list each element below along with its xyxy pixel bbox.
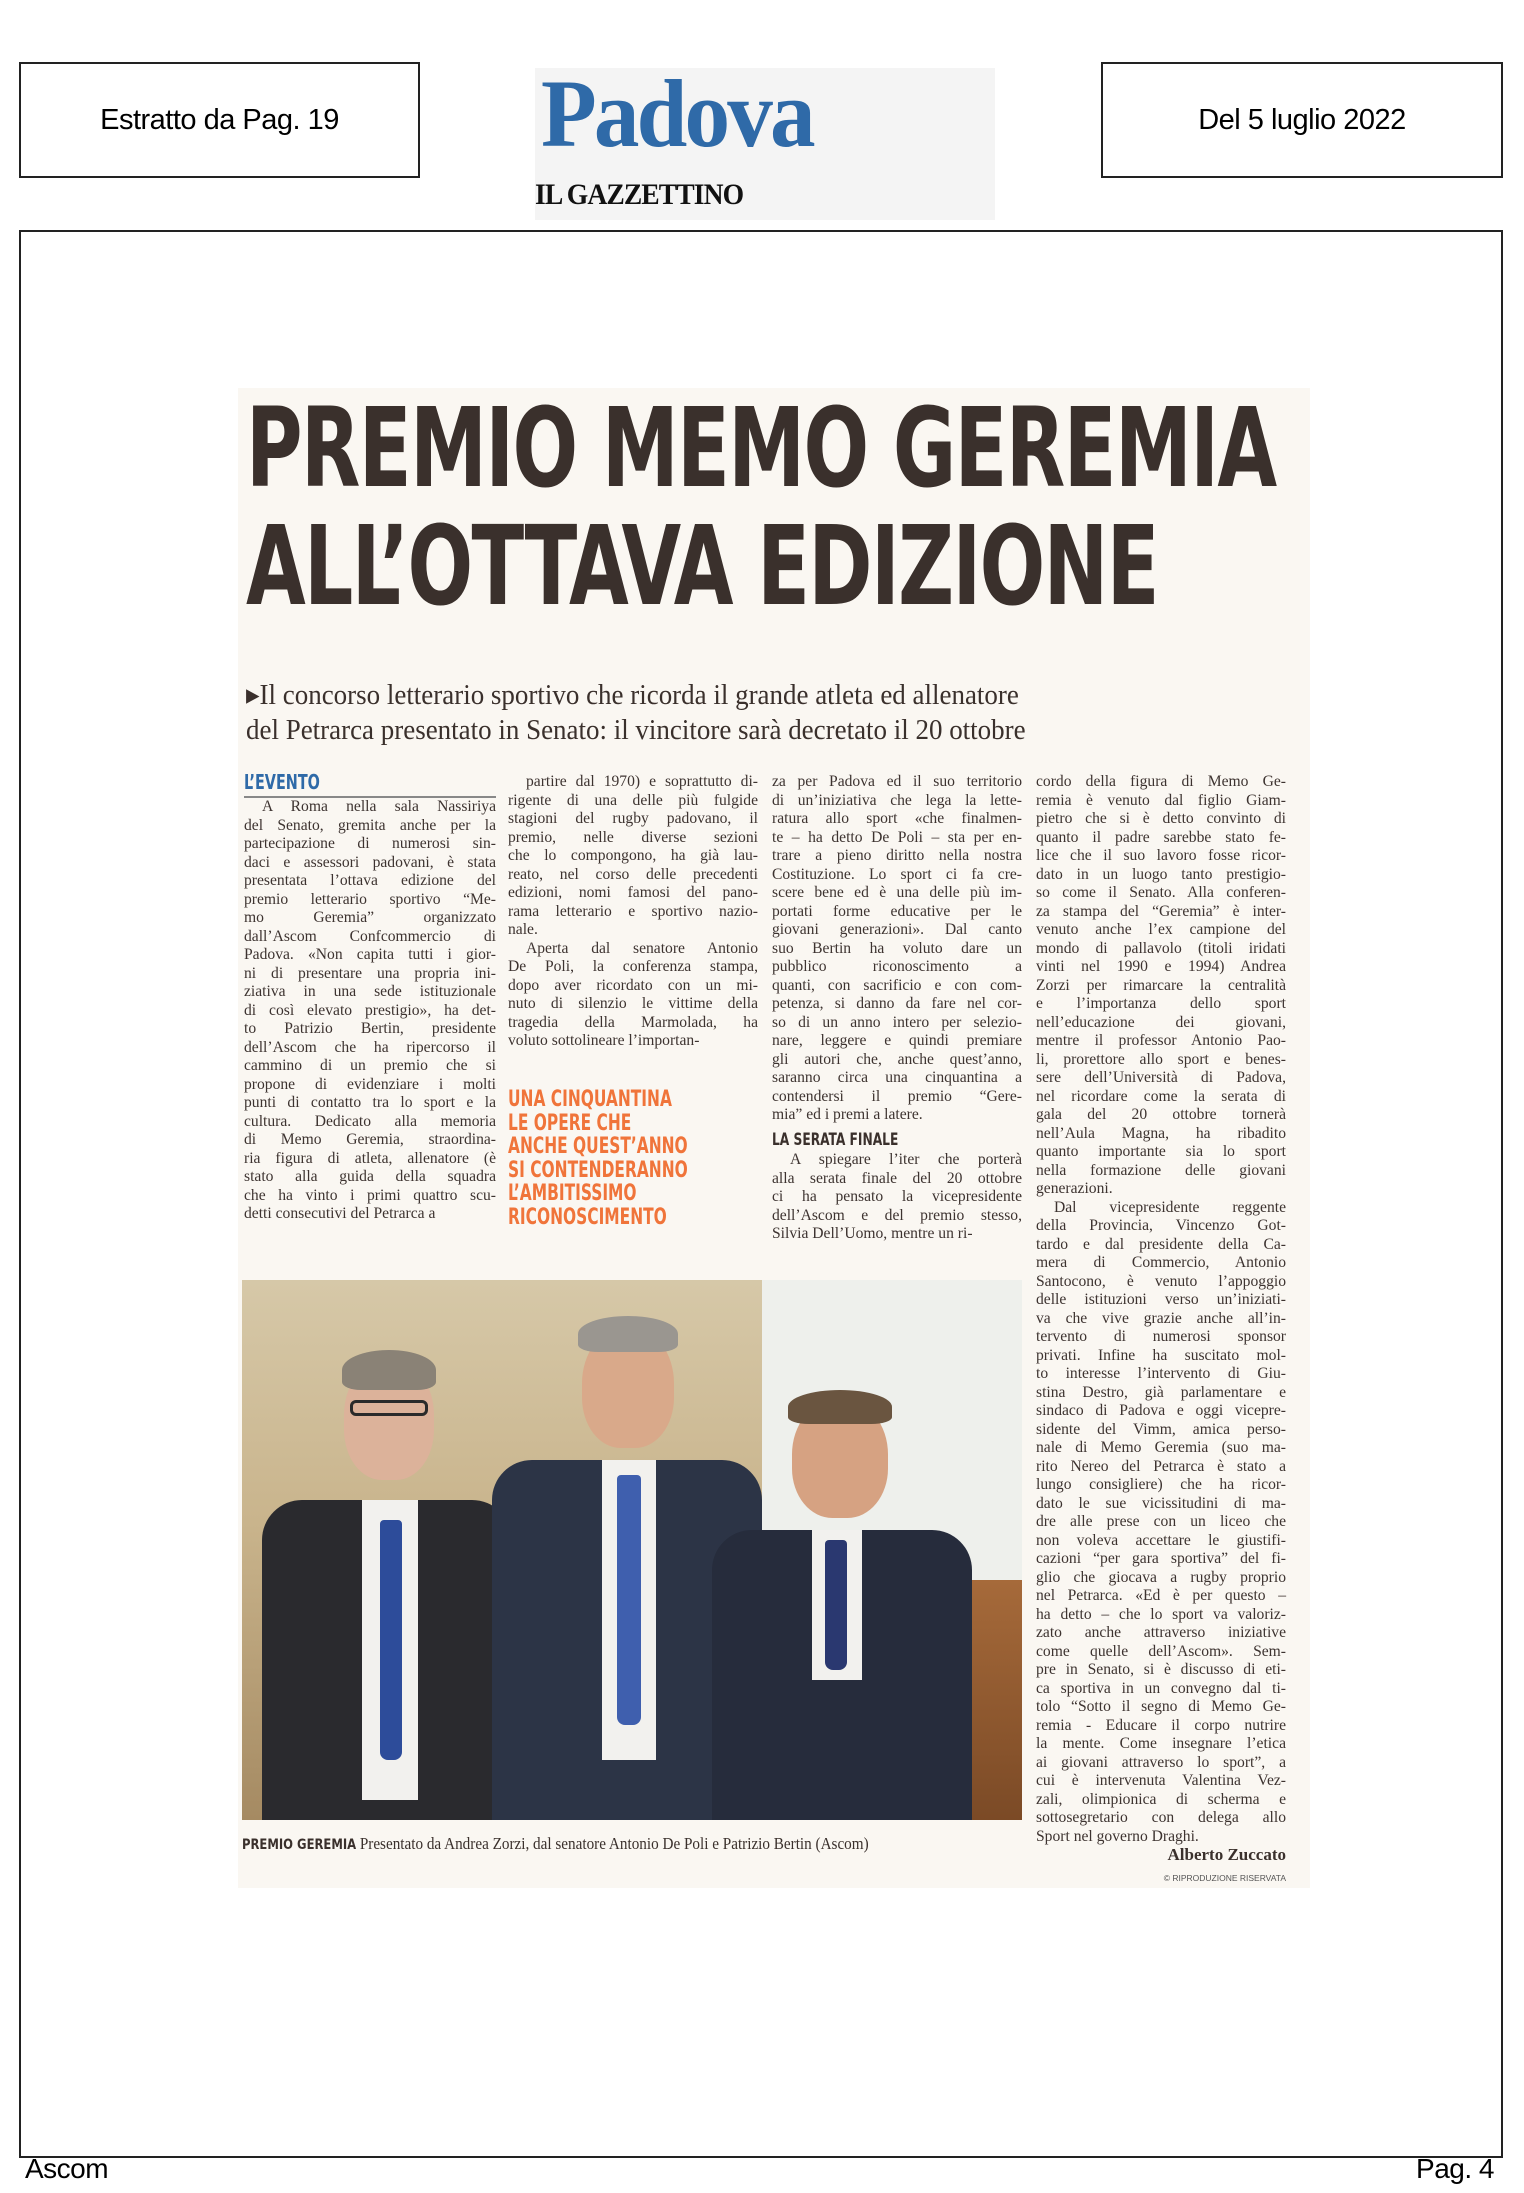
- text-line: za stampa del “Geremia” è inter-: [1036, 902, 1286, 920]
- date-box: [1101, 62, 1503, 178]
- subheadline-line-1: ▸Il concorso letterario sportivo che ricorda il grande atleta ed allenatore: [246, 679, 1019, 711]
- text-line: mo Geremia” organizzato: [244, 909, 496, 926]
- text-line: to interesse l’intervento di Giu-: [1036, 1365, 1286, 1382]
- text-line: so come il Senato. Alla conferen-: [1036, 884, 1286, 901]
- pull-quote-line: LE OPERE CHE: [508, 1110, 632, 1136]
- photo-person-left: [262, 1350, 512, 1820]
- text-line: Padova. «Non capita tutti i gior-: [244, 946, 496, 963]
- text-line: rigente di una delle più fulgide: [508, 791, 758, 809]
- article-column-1: [244, 798, 496, 1224]
- text-line: saranno circa una cinquantina a: [772, 1069, 1022, 1086]
- masthead-subtitle: IL GAZZETTINO: [535, 178, 744, 211]
- text-line: sere dell’Università di Padova,: [1036, 1069, 1286, 1086]
- text-line: cui è intervenuta Valentina Vez-: [1036, 1772, 1286, 1789]
- text-line: propone di evidenziare i molti: [244, 1075, 496, 1093]
- text-line: nare, leggere e quindi premiare: [772, 1032, 1022, 1049]
- text-line: scere bene ed è una delle più im-: [772, 884, 1022, 901]
- text-line: to Patrizio Bertin, presidente: [244, 1020, 496, 1037]
- text-line: pre in Senato, si è discusso di eti-: [1036, 1661, 1286, 1678]
- footer-source: Ascom: [25, 2153, 109, 2184]
- text-line: remia - Educare il corpo nutrire: [1036, 1716, 1286, 1734]
- photo-caption-text: Presentato da Andrea Zorzi, dal senatore Antonio De Poli e Patrizio Bertin (Ascom): [359, 1834, 869, 1853]
- text-line: punti di contatto tra lo sport e la: [244, 1094, 496, 1111]
- text-line: nell’educazione dei giovani,: [1036, 1013, 1286, 1031]
- text-line: rama letterario e sportivo nazio-: [508, 902, 758, 920]
- text-line: ratura allo sport «che finalmen-: [772, 810, 1022, 827]
- masthead-title: Padova: [541, 60, 813, 167]
- column-3-body: [772, 773, 1022, 1125]
- text-line: la mente. Come insegnare l’etica: [1036, 1735, 1286, 1752]
- text-line: za per Padova ed il suo territorio: [772, 773, 1022, 790]
- text-line: glio che giocava a rugby proprio: [1036, 1568, 1286, 1586]
- subheadline-line-2: del Petrarca presentato in Senato: il vincitore sarà decretato il 20 ottobre: [246, 714, 1026, 746]
- text-line: A spiegare l’iter che porterà: [790, 1151, 1022, 1168]
- text-line: tragedia della Marmolada, ha: [508, 1013, 758, 1031]
- text-line: di così elevato prestigio», ha det-: [244, 1001, 496, 1019]
- text-line: ci ha pensato la vicepresidente: [772, 1188, 1022, 1205]
- text-line: De Poli, la conferenza stampa,: [508, 958, 758, 975]
- text-line: ria figura di atleta, allenatore (è: [244, 1149, 496, 1167]
- text-line: nale.: [508, 921, 538, 938]
- text-line: cultura. Dedicato alla memoria: [244, 1112, 496, 1130]
- article-column-3: [772, 773, 1022, 1244]
- text-line: quanto importante sia lo sport: [1036, 1143, 1286, 1160]
- text-line: che lo compongono, ha già lau-: [508, 847, 758, 864]
- photo-caption: [242, 1834, 869, 1854]
- text-line: di Memo Geremia, straordina-: [244, 1131, 496, 1148]
- pull-quote-line: L’AMBITISSIMO: [508, 1181, 637, 1206]
- pull-quote-line: RICONOSCIMENTO: [508, 1204, 667, 1230]
- text-line: tervento di numerosi sponsor: [1036, 1328, 1286, 1345]
- text-line: mera di Commercio, Antonio: [1036, 1254, 1286, 1271]
- text-line: remia è venuto dal figlio Giam-: [1036, 791, 1286, 809]
- date-label: Del 5 luglio 2022: [1198, 103, 1406, 136]
- text-line: Sport nel governo Draghi.: [1036, 1827, 1199, 1845]
- text-line: cazioni “per gara sportiva” del fi-: [1036, 1550, 1286, 1567]
- text-line: ziativa in una sede istituzionale: [244, 983, 496, 1000]
- text-line: Costituzione. Lo sport ci fa cre-: [772, 865, 1022, 883]
- text-line: mentre il professor Antonio Pao-: [1036, 1032, 1286, 1049]
- text-line: Zorzi per rimarcare la centralità: [1036, 976, 1286, 994]
- text-line: Aperta dal senatore Antonio: [526, 939, 758, 957]
- text-line: dopo aver ricordato con un mi-: [508, 976, 758, 994]
- text-line: mia” ed i premi a latere.: [772, 1106, 923, 1123]
- extract-page-label: Estratto da Pag. 19: [100, 103, 339, 136]
- extract-page-box: [19, 62, 420, 178]
- text-line: sottosegretario con delega allo: [1036, 1809, 1286, 1826]
- article-column-4: [1036, 773, 1286, 1887]
- text-line: come quelle dell’Ascom». Sem-: [1036, 1642, 1286, 1660]
- text-line: detti consecutivi del Petrarca a: [244, 1205, 436, 1222]
- text-line: nella formazione delle giovani: [1036, 1161, 1286, 1179]
- text-line: quanto il padre sarebbe stato fe-: [1036, 828, 1286, 846]
- text-line: partire dal 1970) e soprattutto di-: [526, 773, 758, 790]
- text-line: te – ha detto De Poli – sta per en-: [772, 828, 1022, 846]
- text-line: Silvia Dell’Uomo, mentre un ri-: [772, 1225, 973, 1242]
- text-line: so di un anno intero per selezio-: [772, 1013, 1022, 1031]
- text-line: generazioni.: [1036, 1180, 1113, 1197]
- text-line: non voleva accettare le giustifi-: [1036, 1531, 1286, 1549]
- text-line: nell’Aula Magna, ha ribadito: [1036, 1124, 1286, 1142]
- text-line: tardo e dal presidente della Ca-: [1036, 1235, 1286, 1253]
- text-line: sidente del Vimm, amica perso-: [1036, 1420, 1286, 1438]
- text-line: reato, nel corso delle precedenti: [508, 865, 758, 883]
- text-line: vinti nel 1990 e 1994) Andrea: [1036, 958, 1286, 975]
- text-line: trare a pieno diritto nella nostra: [772, 847, 1022, 864]
- column-3-body-b: [772, 1151, 1022, 1244]
- text-line: delle istituzioni verso un’iniziati-: [1036, 1291, 1286, 1308]
- text-line: contendersi il premio “Gere-: [772, 1087, 1022, 1105]
- text-line: nel ricordare come la serata di: [1036, 1087, 1286, 1105]
- text-line: giovani generazioni». Dal canto: [772, 921, 1022, 938]
- rights-notice: © RIPRODUZIONE RISERVATA: [1163, 1872, 1286, 1883]
- text-line: daci e assessori padovani, è stata: [244, 853, 496, 871]
- section-title-serata-finale: LA SERATA FINALE: [772, 1129, 899, 1150]
- text-line: venuto anche l’ex campione del: [1036, 921, 1286, 938]
- text-line: nuto di silenzio le vittime della: [508, 995, 758, 1012]
- newspaper-masthead: [535, 60, 995, 220]
- text-line: e l’importanza dello sport: [1036, 995, 1286, 1012]
- text-line: stagioni del rugby padovano, il: [508, 810, 758, 827]
- text-line: privati. Infine ha suscitato mol-: [1036, 1346, 1286, 1364]
- text-line: ni di presentare una propria ini-: [244, 964, 496, 982]
- text-line: nel Petrarca. «Ed è per questo –: [1036, 1587, 1286, 1604]
- text-line: dell’Ascom e del premio stesso,: [772, 1206, 1022, 1224]
- text-line: cammino di un premio che si: [244, 1057, 496, 1074]
- pull-quote: [508, 1088, 758, 1229]
- text-line: premio, nelle diverse sezioni: [508, 828, 758, 846]
- text-line: tolo “Sotto il segno di Memo Ge-: [1036, 1698, 1286, 1715]
- text-line: stina Destro, già parlamentare e: [1036, 1383, 1286, 1401]
- headline-line-2: ALL’OTTAVA EDIZIONE: [246, 502, 1158, 630]
- pull-quote-line: UNA CINQUANTINA: [508, 1087, 672, 1112]
- text-line: dato in un luogo tanto prestigio-: [1036, 865, 1286, 883]
- article-column-2: [508, 773, 758, 1051]
- footer-page-number: Pag. 4: [1416, 2153, 1494, 2184]
- text-line: portati forme educative per le: [772, 902, 1022, 920]
- text-line: gli autori che, anche quest’anno,: [772, 1050, 1022, 1068]
- text-line: ha detto – che lo sport va valoriz-: [1036, 1605, 1286, 1623]
- newspaper-clipping: [238, 384, 1310, 1888]
- text-line: li, prorettore allo sport e benes-: [1036, 1050, 1286, 1068]
- text-line: lungo consigliere) che ha ricor-: [1036, 1476, 1286, 1493]
- text-line: A Roma nella sala Nassiriya: [262, 798, 496, 815]
- text-line: zali, olimpionica di scherma e: [1036, 1790, 1286, 1808]
- text-line: sindaco di Padova e oggi vicepre-: [1036, 1402, 1286, 1419]
- text-line: stato alla guida della squadra: [244, 1168, 496, 1185]
- text-line: ca sportiva in un convegno dal ti-: [1036, 1679, 1286, 1697]
- photo-person-right: [712, 1390, 972, 1820]
- pull-quote-line: SI CONTENDERANNO: [508, 1157, 688, 1183]
- text-line: premio letterario sportivo “Me-: [244, 890, 496, 908]
- text-line: cordo della figura di Memo Ge-: [1036, 773, 1286, 790]
- text-line: dell’Ascom che ha ripercorso il: [244, 1038, 496, 1056]
- text-line: pietro che si è detto convinto di: [1036, 810, 1286, 827]
- text-line: del Senato, gremita anche per la: [244, 816, 496, 834]
- text-line: lice che il suo lavoro fosse ricor-: [1036, 847, 1286, 864]
- pull-quote-line: ANCHE QUEST’ANNO: [508, 1134, 688, 1159]
- text-line: Dal vicepresidente reggente: [1054, 1198, 1286, 1216]
- article-photo: [242, 1280, 1022, 1820]
- text-line: pubblico riconoscimento a: [772, 958, 1022, 975]
- text-line: Santocono, è venuto l’appoggio: [1036, 1272, 1286, 1290]
- text-line: gala del 20 ottobre tornerà: [1036, 1106, 1286, 1123]
- text-line: petenza, si danno da fare nel cor-: [772, 995, 1022, 1012]
- text-line: suo Bertin ha voluto dare un: [772, 939, 1022, 957]
- text-line: mondo di pallavolo (titoli iridati: [1036, 939, 1286, 957]
- text-line: della Provincia, Vincenzo Got-: [1036, 1217, 1286, 1234]
- text-line: presentata l’ottava edizione del: [244, 872, 496, 889]
- text-line: partecipazione di numerosi sin-: [244, 835, 496, 852]
- text-line: dato le sue vicissitudini di ma-: [1036, 1494, 1286, 1512]
- text-line: quanti, con sacrificio e con com-: [772, 976, 1022, 994]
- text-line: edizioni, nomi famosi del pano-: [508, 884, 758, 901]
- text-line: alla serata finale del 20 ottobre: [772, 1169, 1022, 1187]
- text-line: nale di Memo Geremia (suo ma-: [1036, 1439, 1286, 1456]
- headline-line-1: PREMIO MEMO GEREMIA: [246, 384, 1276, 512]
- subheadline: [246, 678, 1026, 748]
- photo-caption-label: PREMIO GEREMIA: [242, 1837, 357, 1853]
- column-4-body: [1036, 773, 1286, 1846]
- text-line: che ha vinto i primi quattro scu-: [244, 1186, 496, 1204]
- section-kicker: L’EVENTO: [244, 770, 496, 798]
- text-line: va che vive grazie anche all’in-: [1036, 1309, 1286, 1327]
- text-line: ai giovani attraverso lo sport”, a: [1036, 1753, 1286, 1771]
- text-line: zato anche attraverso iniziative: [1036, 1624, 1286, 1641]
- byline: Alberto Zuccato: [1167, 1845, 1286, 1864]
- text-line: dre alle prese con un liceo che: [1036, 1513, 1286, 1530]
- text-line: dall’Ascom Confcommercio di: [244, 927, 496, 945]
- text-line: di un’iniziativa che lega la lette-: [772, 791, 1022, 809]
- text-line: rito Nereo del Petrarca è stato a: [1036, 1457, 1286, 1475]
- text-line: voluto sottolineare l’importan-: [508, 1032, 700, 1049]
